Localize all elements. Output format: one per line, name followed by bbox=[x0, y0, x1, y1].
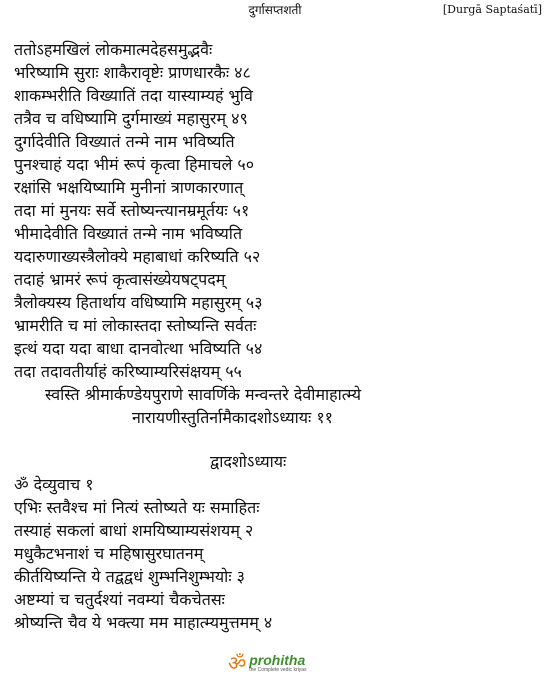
verse-line: तदा तदावतीर्याहं करिष्याम्यरिसंक्षयम् ५५ bbox=[14, 362, 242, 381]
verse-line: तदाहं भ्रामरं रूपं कृत्वासंख्येयषट्पदम् bbox=[14, 270, 226, 289]
verse-line: तदा मां मुनयः सर्वे स्तोष्यन्त्यानम्रमूर्तयः ५१ bbox=[14, 201, 250, 220]
verse-line: यदारुणाख्यस्त्रैलोक्ये महाबाधां करिष्यति ५२ bbox=[14, 247, 261, 266]
verse-line: भरिष्यामि सुराः शाकैरावृष्टेः प्राणधारकैः ४८ bbox=[14, 63, 251, 82]
verse-line: कीर्तयिष्यन्ति ये तद्वद्वधं शुम्भनिशुम्भयोः ३ bbox=[14, 567, 245, 586]
brand-name: prohitha bbox=[249, 652, 306, 668]
verse-line: ॐ देव्युवाच १ bbox=[14, 475, 94, 494]
verse-line: तस्याहं सकलां बाधां शमयिष्याम्यसंशयम् २ bbox=[14, 521, 254, 540]
verse-line: ततोऽहमखिलं लोकमात्मदेहसमुद्भवैः bbox=[14, 40, 213, 59]
colophon-line: नारायणीस्तुतिर्नामैकादशोऽध्यायः ११ bbox=[132, 408, 334, 427]
verse-line: रक्षांसि भक्षयिष्यामि मुनीनां त्राणकारणात् bbox=[14, 178, 244, 197]
running-header-label: [Durgā Saptaśatī] bbox=[442, 3, 542, 16]
text-body bbox=[14, 38, 544, 634]
verse-line: पुनश्चाहं यदा भीमं रूपं कृत्वा हिमाचले ५० bbox=[14, 155, 255, 174]
verse-line: एभिः स्तवैश्च मां नित्यं स्तोष्यते यः समाहितः bbox=[14, 498, 260, 517]
verse-line: त्रैलोक्यस्य हितार्थाय वधिष्यामि महासुरम् ५३ bbox=[14, 293, 263, 312]
verse-line: भीमादेवीति विख्यातं तन्मे नाम भविष्यति bbox=[14, 224, 243, 243]
brand-logo bbox=[228, 650, 348, 676]
om-icon: ॐ bbox=[228, 651, 247, 675]
verse-line: अष्टम्यां च चतुर्दश्यां नवम्यां चैकचेतसः bbox=[14, 590, 225, 609]
verse-line: भ्रामरीति च मां लोकास्तदा स्तोष्यन्ति सर्वतः bbox=[14, 316, 257, 335]
brand-tagline: the Complete vedic kriyas bbox=[249, 667, 307, 673]
verse-line: इत्थं यदा यदा बाधा दानवोत्था भविष्यति ५४ bbox=[14, 339, 263, 358]
verse-line: तत्रैव च वधिष्यामि दुर्गमाख्यं महासुरम् ४९ bbox=[14, 109, 248, 128]
verse-line: दुर्गादेवीति विख्यातं तन्मे नाम भविष्यति bbox=[14, 132, 235, 151]
verse-line: श्रोष्यन्ति चैव ये भक्त्या मम माहात्म्यमुत्तमम् ४ bbox=[14, 613, 273, 632]
running-header-title: दुर्गासप्तशती bbox=[248, 3, 302, 17]
chapter-heading: द्वादशोऽध्यायः bbox=[210, 452, 287, 471]
colophon-line: स्वस्ति श्रीमार्कण्डेयपुराणे सावर्णिके मन्वन्तरे देवीमाहात्म्ये bbox=[45, 385, 362, 404]
verse-line: शाकम्भरीति विख्यातिं तदा यास्याम्यहं भुवि bbox=[14, 86, 253, 105]
verse-line: मधुकैटभनाशं च महिषासुरघातनम् bbox=[14, 544, 204, 563]
brand-text bbox=[249, 653, 306, 673]
